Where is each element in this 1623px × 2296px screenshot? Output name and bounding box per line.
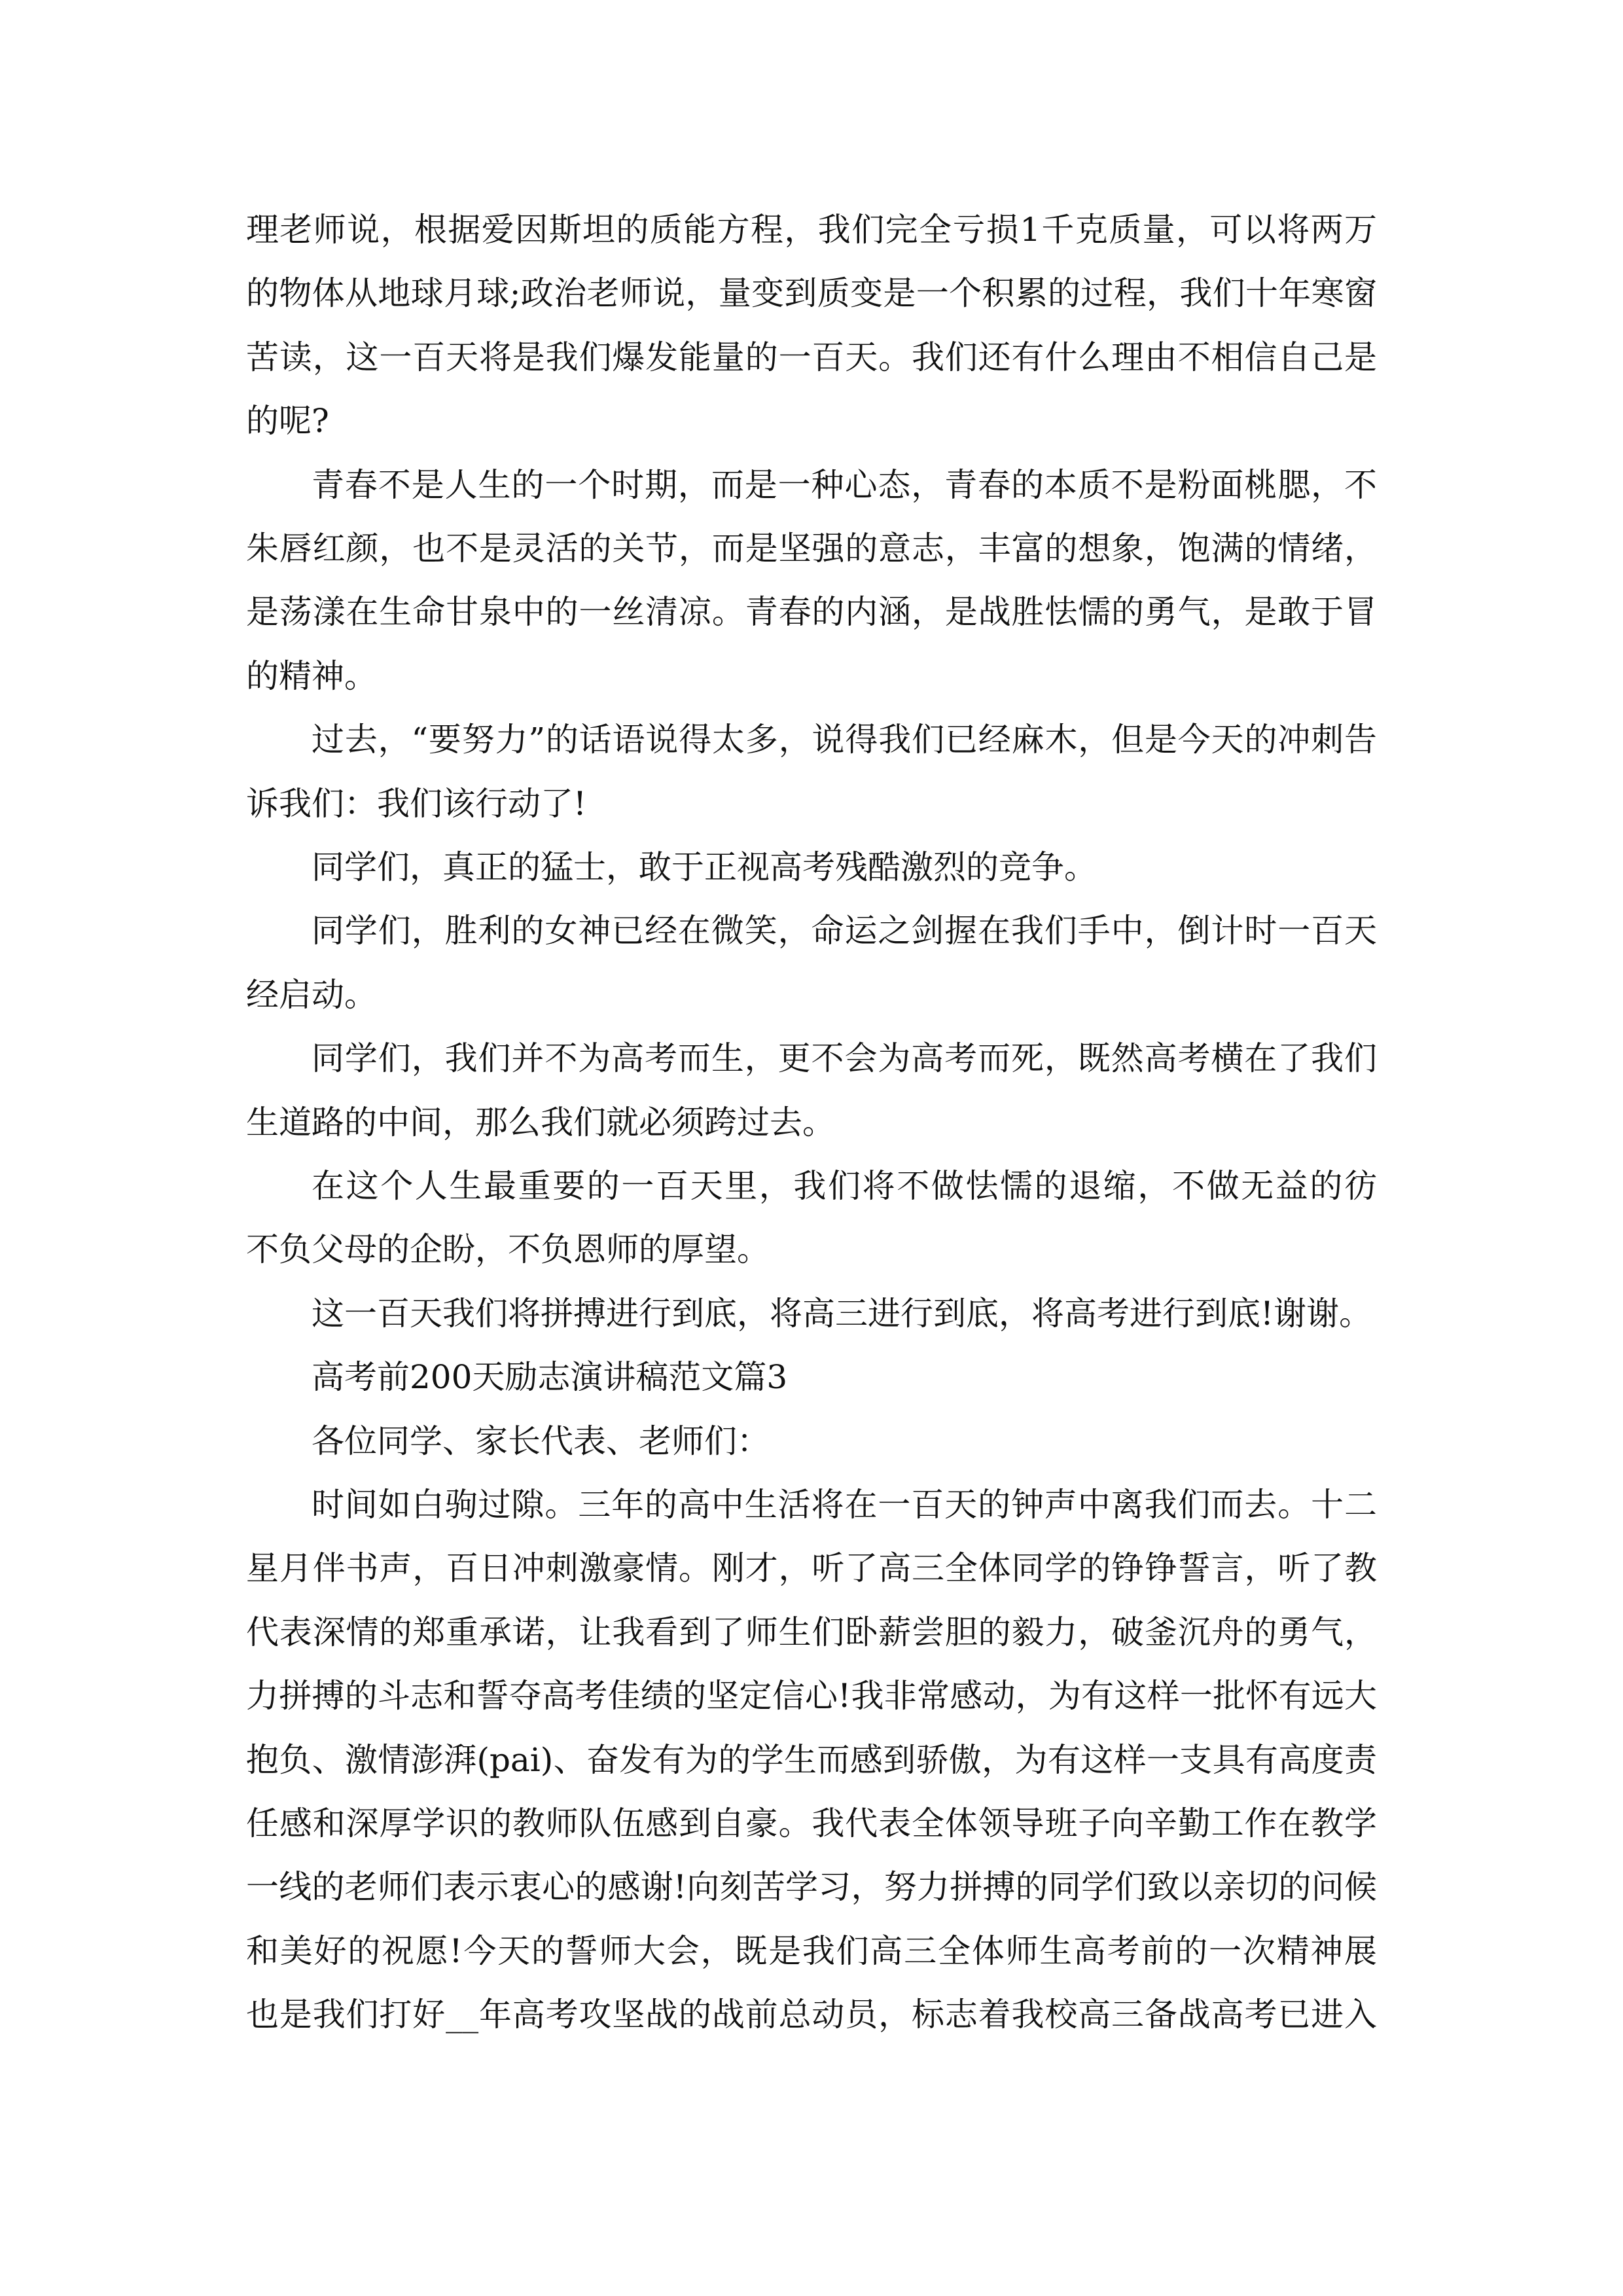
text-line: 代表深情的郑重承诺，让我看到了师生们卧薪尝胆的毅力，破釜沉舟的勇气， [246,1613,1377,1651]
text-line: 力拼搏的斗志和誓夺高考佳绩的坚定信心!我非常感动，为有这样一批怀有远大 [246,1677,1377,1715]
text-line: 同学们，我们并不为高考而生，更不会为高考而死，既然高考横在了我们 [312,1039,1377,1078]
text-line: 的呢? [246,402,329,440]
text-line: 朱唇红颜，也不是灵活的关节，而是坚强的意志，丰富的想象，饱满的情绪， [246,529,1377,567]
text-line: 生道路的中间，那么我们就必须跨过去。 [246,1103,835,1141]
text-line: 和美好的祝愿!今天的誓师大会，既是我们高三全体师生高考前的一次精神展 [246,1931,1377,1970]
text-line: 抱负、激情澎湃(pai)、奋发有为的学生而感到骄傲，为有这样一支具有高度责 [246,1740,1377,1779]
text-line: 经启动。 [246,975,377,1014]
text-line: 同学们，胜利的女神已经在微笑，命运之剑握在我们手中，倒计时一百天 [312,912,1377,950]
text-line: 是荡漾在生命甘泉中的一丝清凉。青春的内涵，是战胜怯懦的勇气，是敢于冒 [246,593,1377,632]
text-line: 青春不是人生的一个时期，而是一种心态，青春的本质不是粉面桃腮，不 [312,465,1377,504]
text-line: 在这个人生最重要的一百天里，我们将不做怯懦的退缩，不做无益的彷 [312,1167,1377,1205]
text-line: 理老师说，根据爱因斯坦的质能方程，我们完全亏损1千克质量，可以将两万 [246,211,1377,249]
text-line: 星月伴书声，百日冲刺激豪情。刚才，听了高三全体同学的铮铮誓言，听了教 [246,1549,1377,1588]
text-line: 不负父母的企盼，不负恩师的厚望。 [246,1230,770,1269]
text-line: 过去，“要努力”的话语说得太多，说得我们已经麻木，但是今天的冲刺告 [312,721,1377,759]
text-line: 高考前200天励志演讲稿范文篇3 [312,1358,788,1397]
text-line: 各位同学、家长代表、老师们： [312,1422,770,1460]
text-line: 这一百天我们将拼搏进行到底，将高三进行到底，将高考进行到底!谢谢。 [312,1294,1372,1333]
text-line: 一线的老师们表示衷心的感谢!向刻苦学习，努力拼搏的同学们致以亲切的问候 [246,1868,1377,1907]
text-line: 的精神。 [246,656,377,695]
text-line: 任感和深厚学识的教师队伍感到自豪。我代表全体领导班子向辛勤工作在教学 [246,1804,1377,1842]
text-line: 苦读，这一百天将是我们爆发能量的一百天。我们还有什么理由不相信自己是 [246,338,1377,376]
text-line: 也是我们打好__年高考攻坚战的战前总动员，标志着我校高三备战高考已进入 [246,1996,1377,2034]
text-line: 的物体从地球月球;政治老师说，量变到质变是一个积累的过程，我们十年寒窗 [246,274,1377,313]
text-line: 同学们，真正的猛士，敢于正视高考残酷激烈的竞争。 [312,848,1097,886]
text-line: 诉我们：我们该行动了! [246,784,587,823]
text-line: 时间如白驹过隙。三年的高中生活将在一百天的钟声中离我们而去。十二 [312,1486,1377,1524]
